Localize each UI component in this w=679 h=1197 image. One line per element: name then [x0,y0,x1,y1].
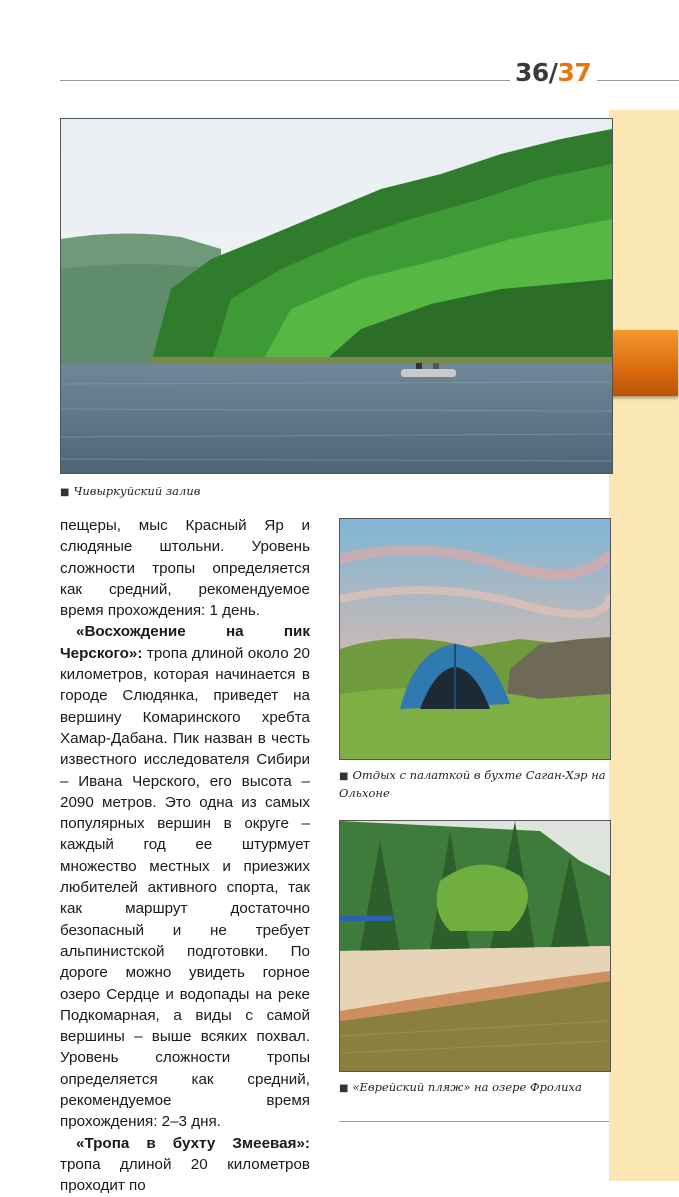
caption-top-text: Чивыркуйский залив [73,484,201,498]
photo-chivyrkuy-bay [60,118,613,474]
page-numbers [515,58,591,87]
caption-tent-text: Отдых с палаткой в бухте Саган-Хэр на Ольхоне [339,768,606,800]
page-number-left: 36 [515,58,549,87]
body-text-column [60,515,310,1197]
caption-beach [339,1079,609,1097]
paragraph-zmeevaya-text: тропа длиной 20 километров проходит по [60,1155,310,1195]
bottom-rule [339,1121,609,1122]
page-number-right: 37 [557,58,592,87]
caption-beach-text: «Еврейский пляж» на озере Фролиха [352,1080,582,1094]
photo-tent-sagan-kher [339,518,611,760]
caption-tent [339,767,609,801]
paragraph-cherskogo-title: «Восхождение на пик Черского»: [60,623,310,662]
header-rule [60,80,510,81]
paragraph-cherskogo-text: тропа длиной около 20 километров, которая начинается в городе Слюдянка, приведет на вершину Комаринского хребта Хамар-Дабана. Пик назван в честь известного исследователя Сибири – Ивана Черского, его высота – 2090 метров. Это одна из самых популярных вершин в округе – каждый год ее штурмует множество местных и приезжих любителей активного спорта, так как маршрут достаточно безопасный и не требует альпинистской подготовки. По дороге можно увидеть горное озеро Сердце и водопады на реке Подкомарная, а виды с самой вершины – выше всяких похвал. Уровень сложности тропы определяется как средний, рекомендуемое время прохождения: 2–3 дня. [60,644,310,1131]
page-number-separator: / [548,58,558,87]
caption-marker: ■ [339,771,349,782]
paragraph-cherskogo [60,621,310,1132]
header-rule-right [597,80,679,81]
photo-frolikha-beach [339,820,611,1072]
caption-marker: ■ [60,487,70,498]
side-strip [609,110,679,1181]
paragraph-zmeevaya [60,1133,310,1197]
caption-top [60,483,200,501]
caption-marker: ■ [339,1083,349,1094]
intro-paragraph: пещеры, мыс Красный Яр и слюдяные штольни. Уровень сложности тропы определяется как средний, рекомендуемое время прохождения: 1 день. [60,517,310,620]
paragraph-zmeevaya-title: «Тропа в бухту Змеевая»: [76,1134,310,1152]
